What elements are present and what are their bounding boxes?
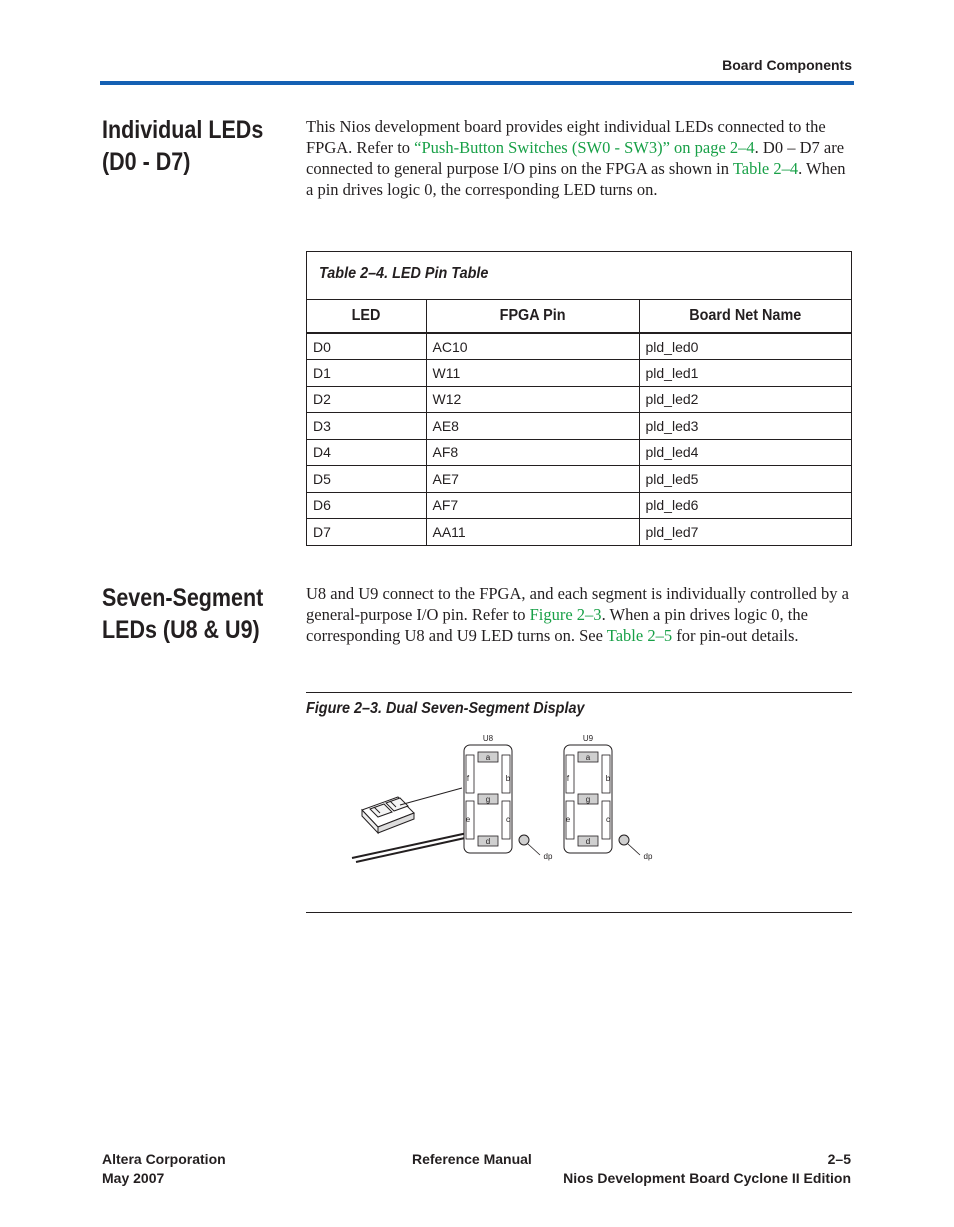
- segment-label: f: [466, 774, 470, 783]
- cell-net-name: pld_led6: [639, 492, 851, 519]
- figure-caption: Figure 2–3. Dual Seven-Segment Display: [306, 700, 585, 717]
- cell-led: D3: [307, 413, 426, 440]
- footer-company: Altera Corporation: [102, 1151, 226, 1167]
- digit-u9: [564, 734, 653, 861]
- column-header-led: LED: [307, 300, 426, 333]
- decimal-point: [619, 835, 629, 845]
- segment-label: b: [505, 774, 511, 783]
- table-row: [307, 439, 851, 466]
- dp-leader: [528, 844, 540, 855]
- para-text: . D0 – D7 are connected to general purpose I/O pins on the FPGA as shown in: [306, 138, 845, 178]
- footer-right: [563, 1150, 851, 1188]
- cell-led: D1: [307, 360, 426, 387]
- cell-net-name: pld_led2: [639, 386, 851, 413]
- dp-label: dp: [643, 852, 653, 861]
- cell-led: D2: [307, 386, 426, 413]
- cell-net-name: pld_led1: [639, 360, 851, 387]
- digit-label: U8: [482, 734, 494, 743]
- dp-leader: [628, 844, 640, 855]
- segment-label: f: [566, 774, 570, 783]
- segment-label: c: [506, 815, 510, 824]
- cell-net-name: pld_led3: [639, 413, 851, 440]
- table-row: [307, 413, 851, 440]
- cell-led: D4: [307, 439, 426, 466]
- table-row: [307, 519, 851, 546]
- seven-segment-paragraph: [306, 583, 854, 646]
- column-header-board-net-name: Board Net Name: [639, 300, 851, 333]
- cell-led: D6: [307, 492, 426, 519]
- segment-label: d: [485, 837, 491, 846]
- cell-fpga-pin: AF8: [426, 439, 639, 466]
- cell-net-name: pld_led4: [639, 439, 851, 466]
- table-row: [307, 466, 851, 493]
- cell-fpga-pin: AE8: [426, 413, 639, 440]
- column-header-fpga-pin: FPGA Pin: [426, 300, 639, 333]
- cell-fpga-pin: AF7: [426, 492, 639, 519]
- table-header-row: [307, 300, 851, 333]
- cell-fpga-pin: AE7: [426, 466, 639, 493]
- section-heading-individual-leds: [102, 114, 291, 178]
- para-text: . When a pin drives logic 0, the corresponding LED turns on.: [306, 159, 846, 199]
- segment-label: g: [485, 795, 491, 804]
- table-2-4-link[interactable]: Table 2–4: [732, 159, 799, 178]
- segment-label: c: [606, 815, 610, 824]
- table-row: [307, 333, 851, 360]
- para-text: U8 and U9 connect to the FPGA, and each segment is individually controlled by a general-purpose I/O pin. Refer to: [306, 584, 850, 624]
- led-pin-table: [306, 251, 852, 546]
- para-text: This Nios development board provides eight individual LEDs connected to the FPGA. Refer to: [306, 117, 826, 157]
- table-row: [307, 386, 851, 413]
- header-rule: [100, 81, 854, 85]
- segment-label: e: [465, 815, 471, 824]
- decimal-point: [519, 835, 529, 845]
- running-header: Board Components: [722, 57, 852, 73]
- table-2-5-link[interactable]: Table 2–5: [606, 626, 673, 645]
- cell-net-name: pld_led0: [645, 338, 699, 355]
- segment-label: d: [585, 837, 591, 846]
- footer-center: [412, 1150, 532, 1169]
- figure-2-3-link[interactable]: Figure 2–3: [529, 605, 602, 624]
- cell-net-name: pld_led5: [639, 466, 851, 493]
- cell-led: D5: [307, 466, 426, 493]
- cell-led: D7: [307, 519, 426, 546]
- footer-left: [102, 1150, 226, 1188]
- footer-doc-type: Reference Manual: [412, 1151, 532, 1167]
- segment-label: g: [585, 795, 591, 804]
- segment-label: b: [605, 774, 611, 783]
- footer-date: May 2007: [102, 1170, 165, 1186]
- individual-leds-paragraph: [306, 116, 854, 200]
- segment-label: e: [565, 815, 571, 824]
- cell-fpga-pin: W11: [426, 360, 639, 387]
- table-caption: Table 2–4. LED Pin Table: [307, 252, 851, 300]
- cell-fpga-pin: W12: [426, 386, 639, 413]
- heading-line: LEDs (U8 & U9): [102, 616, 260, 644]
- table-row: [307, 492, 851, 519]
- cell-net-name: pld_led7: [639, 519, 851, 546]
- figure-bottom-rule: [306, 912, 852, 913]
- cell-fpga-pin: AA11: [426, 519, 639, 546]
- footer-page-number: 2–5: [827, 1151, 851, 1167]
- heading-line: (D0 - D7): [102, 148, 191, 176]
- dual-seven-segment-diagram: [340, 725, 680, 870]
- heading-line: Individual LEDs: [102, 116, 264, 144]
- section-heading-seven-segment: [102, 582, 291, 646]
- cell-fpga-pin: AC10: [426, 333, 639, 360]
- footer-edition: Nios Development Board Cyclone II Edition: [563, 1170, 851, 1186]
- segment-label: a: [585, 753, 591, 762]
- table-row: [307, 360, 851, 387]
- push-button-switches-link[interactable]: “Push-Button Switches (SW0 - SW3)” on page 2–4: [414, 138, 755, 157]
- led-module-illustration: [352, 788, 474, 862]
- figure-top-rule: [306, 692, 852, 693]
- segment-label: a: [485, 753, 491, 762]
- cell-led: D0: [307, 333, 426, 360]
- para-text: . When a pin drives logic 0, the corresponding U8 and U9 LED turns on. See: [306, 605, 808, 645]
- digit-u8: [464, 734, 553, 861]
- dp-label: dp: [543, 852, 553, 861]
- heading-line: Seven-Segment: [102, 584, 264, 612]
- digit-label: U9: [582, 734, 594, 743]
- para-text: for pin-out details.: [672, 626, 799, 645]
